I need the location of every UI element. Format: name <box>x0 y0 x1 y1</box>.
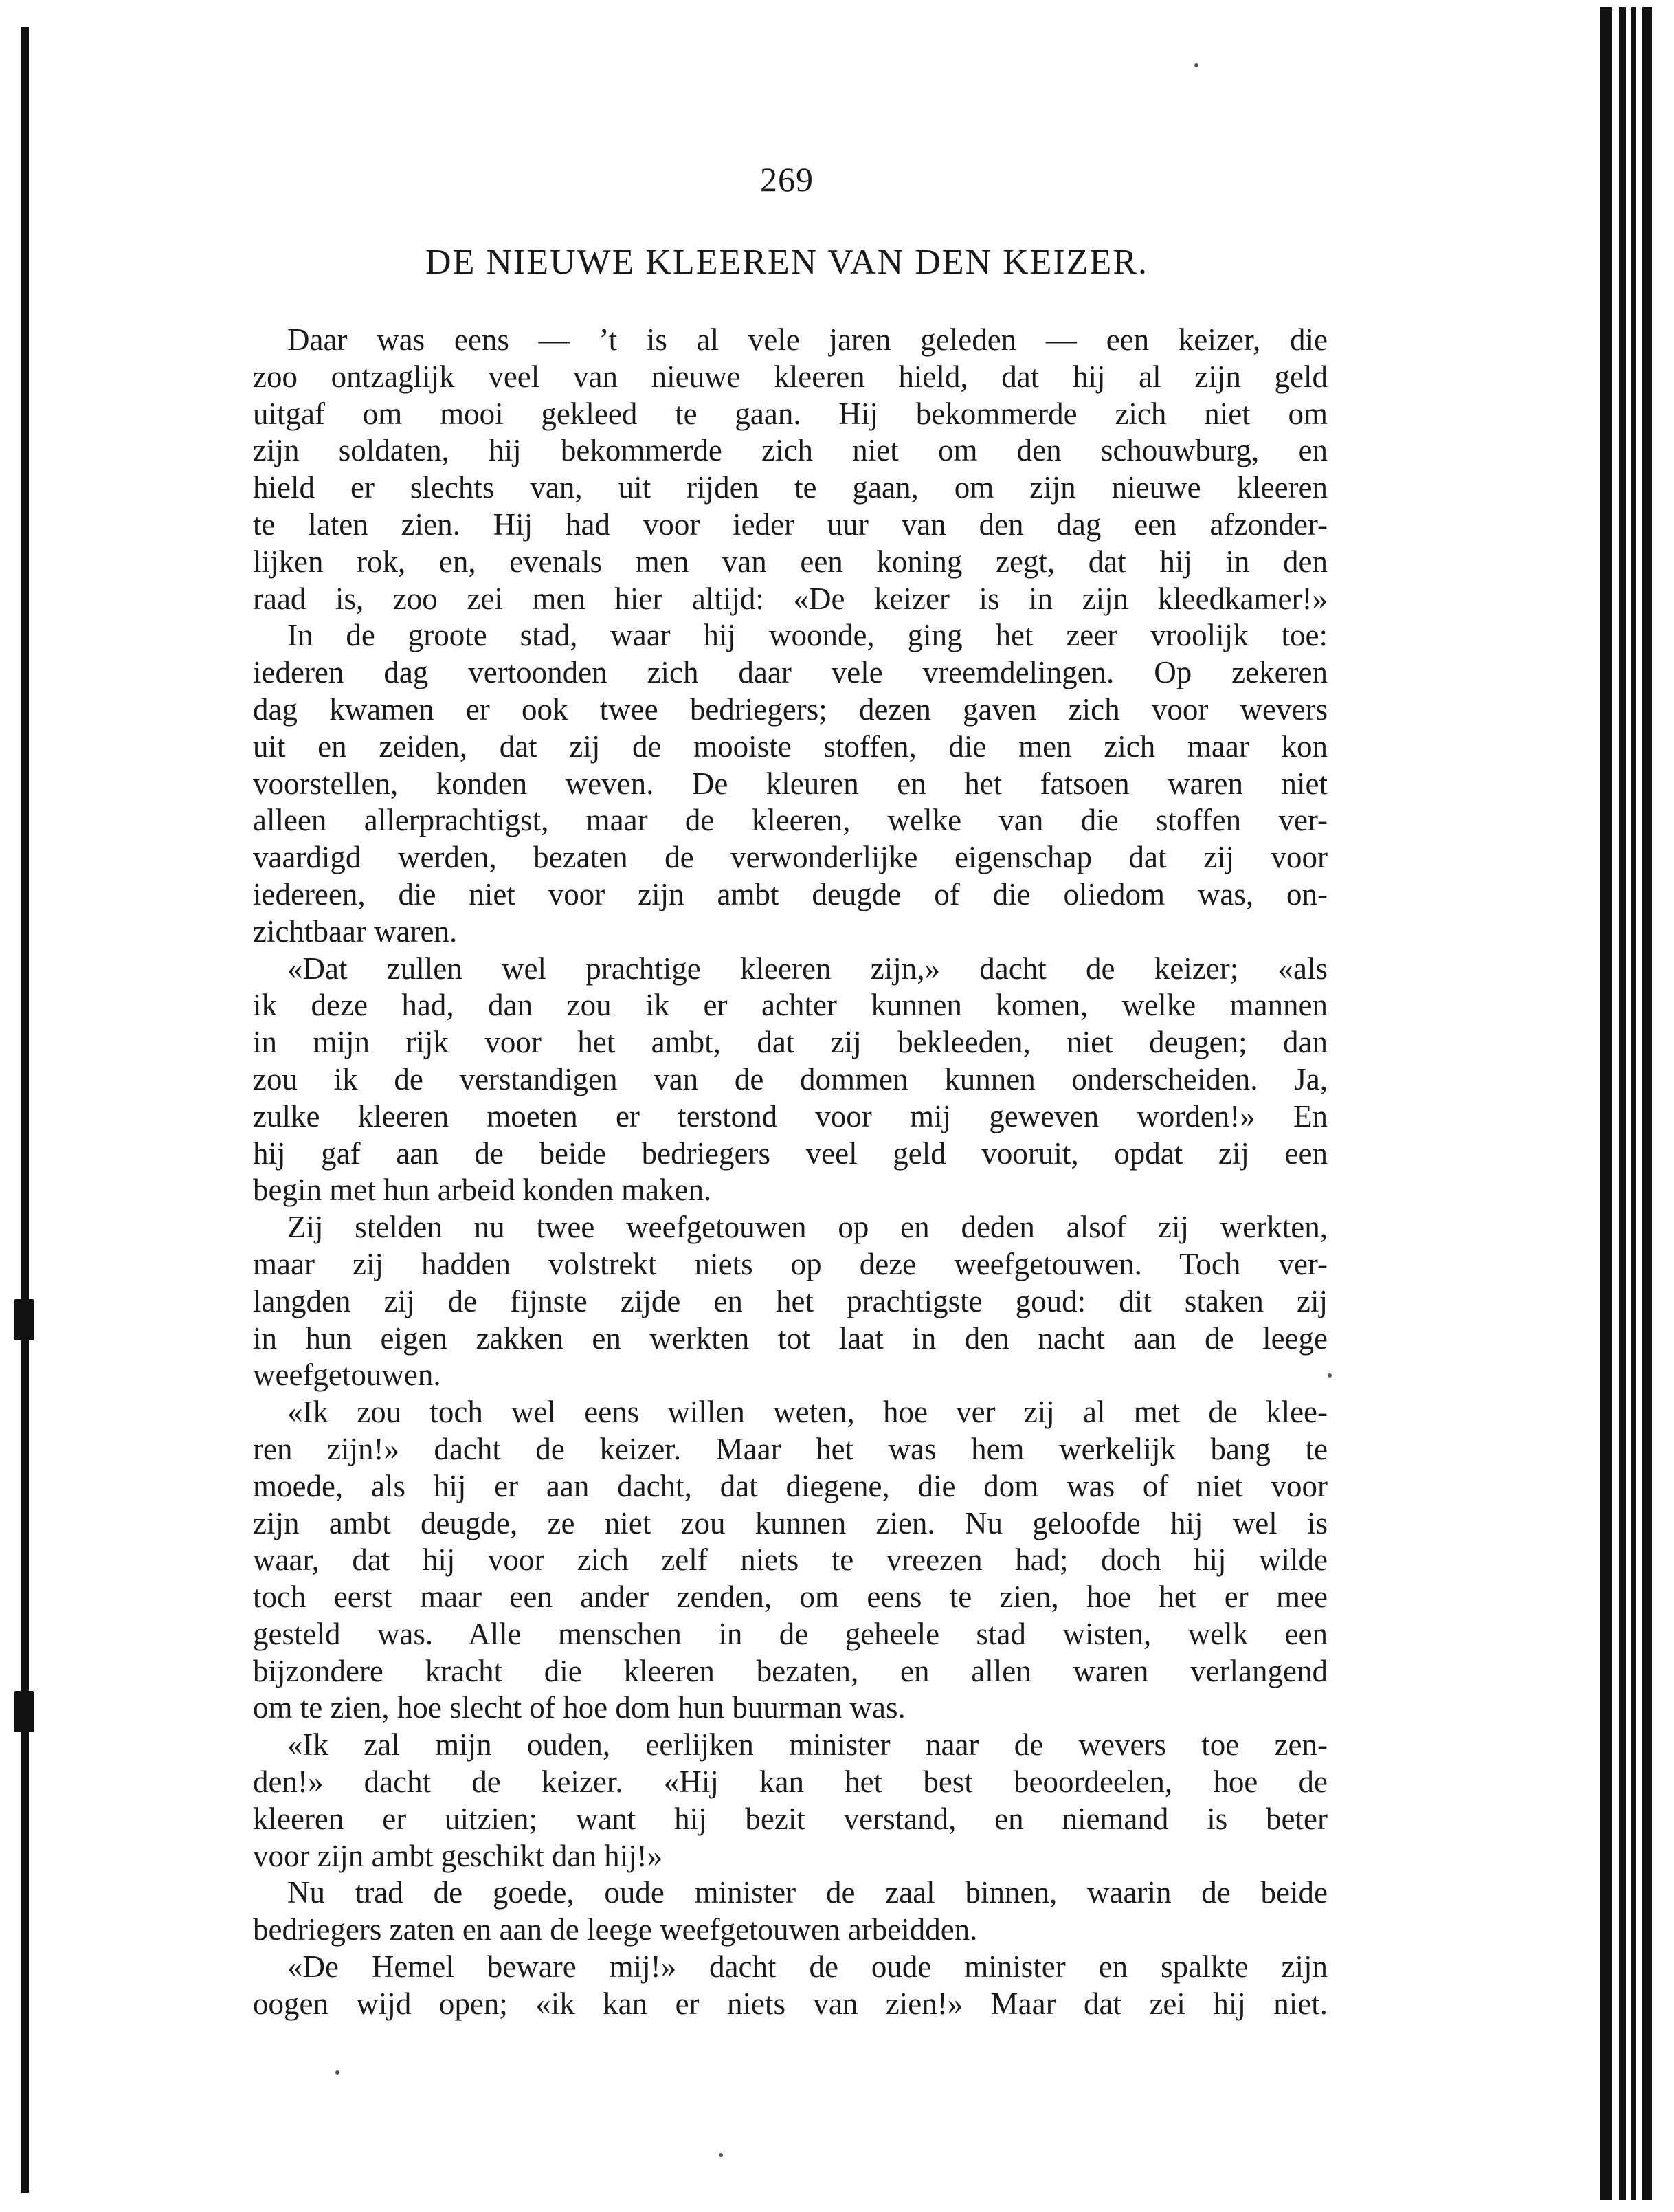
text-line: zijn soldaten, hij bekommerde zich niet om den schouwburg, en <box>253 433 1328 468</box>
right-binding-edge <box>1619 7 1626 2200</box>
text-line: waar, dat hij voor zich zelf niets te vreezen had; doch hij wilde <box>253 1542 1328 1578</box>
text-line: In de groote stad, waar hij woonde, ging het zeer vroolijk toe: <box>287 618 1328 653</box>
text-line: ik deze had, dan zou ik er achter kunnen komen, welke mannen <box>253 988 1328 1023</box>
text-line: voorstellen, konden weven. De kleuren en het fatsoen waren niet <box>253 766 1328 801</box>
text-line: hij gaf aan de beide bedriegers veel geld vooruit, opdat zij een <box>253 1136 1328 1171</box>
left-edge-mark <box>14 1299 34 1340</box>
chapter-title: DE NIEUWE KLEEREN VAN DEN KEIZER. <box>425 243 1148 282</box>
left-binding-edge <box>21 27 29 2193</box>
text-line: te laten zien. Hij had voor ieder uur van den dag een afzonder- <box>253 507 1328 542</box>
text-line: maar zij hadden volstrekt niets op deze weefgetouwen. Toch ver- <box>253 1246 1328 1281</box>
right-binding-edge <box>1642 7 1652 2200</box>
text-line: zoo ontzaglijk veel van nieuwe kleeren hield, dat hij al zijn geld <box>253 359 1328 394</box>
text-line: «Ik zou toch wel eens willen weten, hoe ver zij al met de klee- <box>287 1395 1328 1430</box>
text-line: in mijn rijk voor het ambt, dat zij bekleeden, niet deugen; dan <box>253 1025 1328 1060</box>
text-line: oogen wijd open; «ik kan er niets van zien!» Maar dat zei hij niet. <box>253 1986 1328 2021</box>
text-line: zichtbaar waren. <box>253 914 458 949</box>
text-line: uitgaf om mooi gekleed te gaan. Hij bekommerde zich niet om <box>253 396 1328 431</box>
text-line: begin met hun arbeid konden maken. <box>253 1173 712 1208</box>
text-line: Nu trad de goede, oude minister de zaal binnen, waarin de beide <box>287 1875 1328 1910</box>
text-line: kleeren er uitzien; want hij bezit verstand, en niemand is beter <box>253 1801 1328 1836</box>
text-line: hield er slechts van, uit rijden te gaan, om zijn nieuwe kleeren <box>253 470 1328 505</box>
text-line: weefgetouwen. <box>253 1358 441 1393</box>
text-line: toch eerst maar een ander zenden, om eens te zien, hoe het er mee <box>253 1580 1328 1615</box>
text-line: in hun eigen zakken en werkten tot laat in den nacht aan de leege <box>253 1320 1328 1356</box>
scan-speck <box>1328 1373 1332 1378</box>
scan-speck <box>719 2153 723 2157</box>
text-line: moede, als hij er aan dacht, dat diegene, die dom was of niet voor <box>253 1468 1328 1503</box>
text-line: zou ik de verstandigen van de dommen kunnen onderscheiden. Ja, <box>253 1061 1328 1096</box>
text-line: voor zijn ambt geschikt dan hij!» <box>253 1838 663 1873</box>
text-line: «De Hemel beware mij!» dacht de oude minister en spalkte zijn <box>287 1949 1328 1984</box>
text-line: iedereen, die niet voor zijn ambt deugde of die oliedom was, on- <box>253 876 1328 911</box>
right-binding-edge <box>1631 7 1636 2200</box>
text-line: Zij stelden nu twee weefgetouwen op en deden alsof zij werkten, <box>287 1210 1328 1245</box>
page-number: 269 <box>760 160 814 199</box>
text-line: iederen dag vertoonden zich daar vele vreemdelingen. Op zekeren <box>253 655 1328 690</box>
text-line: bedriegers zaten en aan de leege weefgetouwen arbeidden. <box>253 1912 978 1947</box>
text-line: uit en zeiden, dat zij de mooiste stoffen, die men zich maar kon <box>253 729 1328 764</box>
left-edge-mark <box>14 1691 34 1732</box>
text-line: vaardigd werden, bezaten de verwonderlijke eigenschap dat zij voor <box>253 840 1328 875</box>
body-text <box>253 322 1328 2023</box>
scan-speck <box>335 2070 339 2075</box>
right-binding-edge <box>1600 7 1612 2200</box>
text-line: zijn ambt deugde, ze niet zou kunnen zien. Nu geloofde hij wel is <box>253 1505 1328 1540</box>
text-line: alleen allerprachtigst, maar de kleeren, welke van die stoffen ver- <box>253 803 1328 838</box>
text-line: den!» dacht de keizer. «Hij kan het best beoordeelen, hoe de <box>253 1765 1328 1800</box>
scan-speck <box>1194 63 1198 67</box>
text-line: raad is, zoo zei men hier altijd: «De keizer is in zijn kleedkamer!» <box>253 581 1328 616</box>
text-line: lijken rok, en, evenals men van een koning zegt, dat hij in den <box>253 544 1328 579</box>
text-line: Daar was eens — ’t is al vele jaren geleden — een keizer, die <box>287 322 1328 357</box>
text-line: gesteld was. Alle menschen in de geheele stad wisten, welk een <box>253 1616 1328 1651</box>
text-line: langden zij de fijnste zijde en het prachtigste goud: dit staken zij <box>253 1283 1328 1318</box>
text-line: om te zien, hoe slecht of hoe dom hun buurman was. <box>253 1690 906 1725</box>
text-line: zulke kleeren moeten er terstond voor mij geweven worden!» En <box>253 1098 1328 1133</box>
text-line: «Ik zal mijn ouden, eerlijken minister naar de wevers toe zen- <box>287 1727 1328 1762</box>
text-line: dag kwamen er ook twee bedriegers; dezen gaven zich voor wevers <box>253 692 1328 727</box>
text-line: «Dat zullen wel prachtige kleeren zijn,» dacht de keizer; «als <box>287 951 1328 986</box>
text-line: ren zijn!» dacht de keizer. Maar het was hem werkelijk bang te <box>253 1431 1328 1466</box>
text-line: bijzondere kracht die kleeren bezaten, en allen waren verlangend <box>253 1653 1328 1688</box>
